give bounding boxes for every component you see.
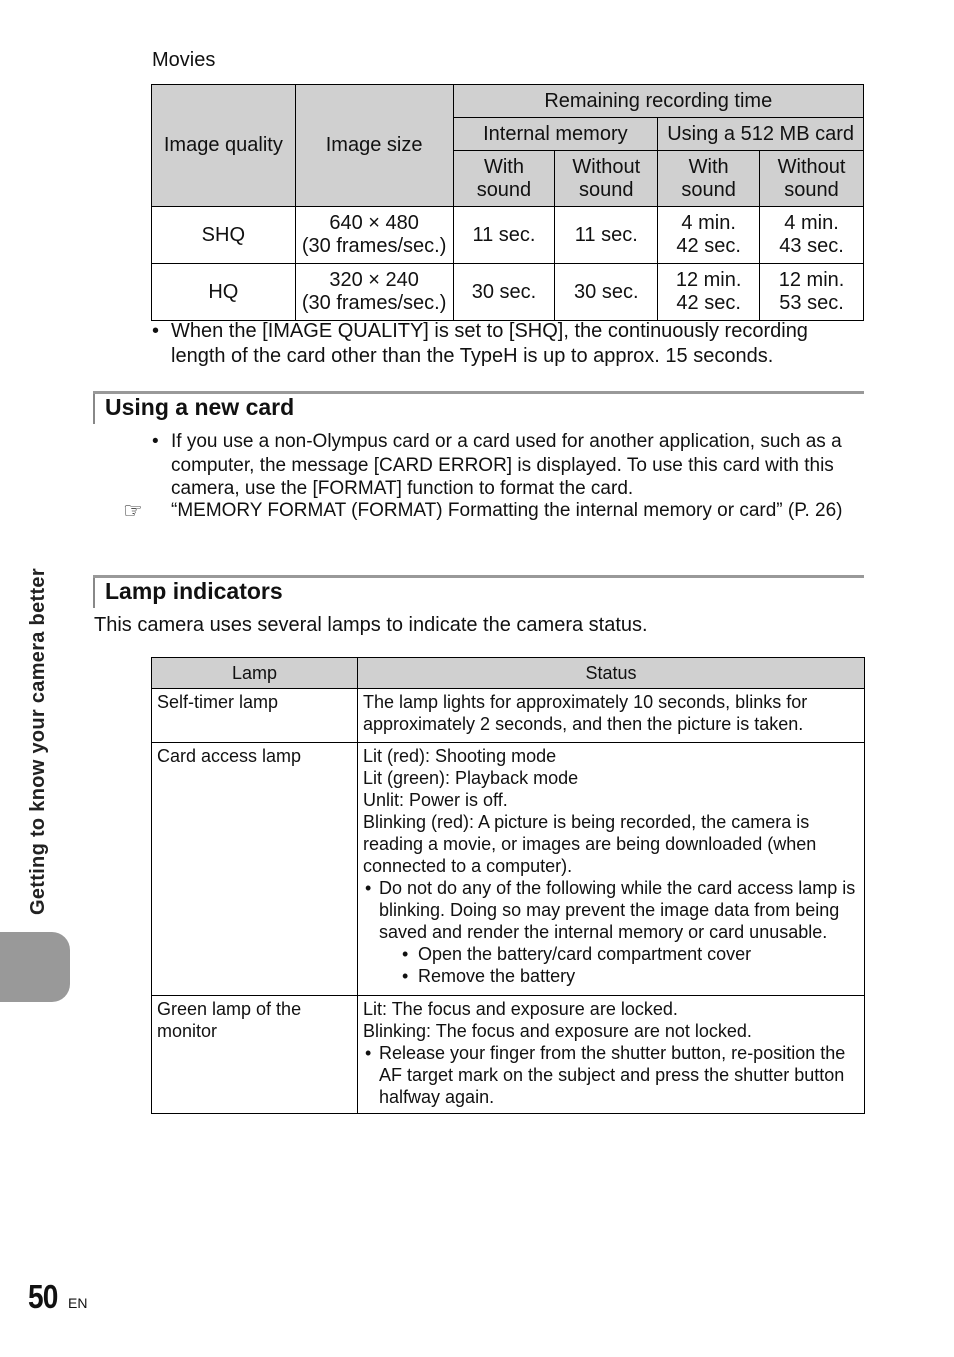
table-row — [152, 264, 864, 321]
header-internal-memory: Internal memory — [453, 118, 658, 151]
new-card-bullet-text: If you use a non-Olympus card or a card used for another application, such as a computer, the message [CARD ERROR] is displayed. To use this card with this camera, use the [FORMAT] function to format the card. — [171, 431, 842, 499]
bullet-dot: • — [365, 878, 372, 898]
section-bar — [93, 578, 95, 608]
lamp-status — [358, 743, 865, 996]
lamp-table — [151, 657, 865, 1114]
bullet-dot: • — [402, 966, 409, 986]
cell-int-with: 30 sec. — [453, 264, 555, 321]
movies-table — [151, 84, 864, 321]
table-row — [152, 996, 865, 1114]
page-reference — [123, 499, 864, 522]
bullet-dot: • — [152, 431, 159, 452]
header-card-with-sound: With sound — [658, 151, 760, 207]
reference-link[interactable]: “MEMORY FORMAT (FORMAT) Formatting the internal memory or card” (P. 26) — [171, 500, 843, 521]
header-status: Status — [358, 658, 865, 689]
movies-note-text: When the [IMAGE QUALITY] is set to [SHQ], the continuously recording length of the card other than the TypeH is up to approx. 15 seconds. — [171, 320, 808, 367]
lamp-name: Green lamp of the monitor — [152, 996, 358, 1114]
cell-card-with: 12 min. 42 sec. — [658, 264, 760, 321]
status-sub-bullet: • Open the battery/card compartment cover — [402, 944, 752, 964]
lamp-status: The lamp lights for approximately 10 seconds, blinks for approximately 2 seconds, and then the picture is taken. — [358, 689, 865, 743]
status-line: Blinking (red): A picture is being recorded, the camera is reading a movie, or images are being downloaded (when connected to a computer). — [363, 812, 817, 876]
status-line: Lit (green): Playback mode — [363, 768, 579, 788]
pointing-hand-icon: ☞ — [123, 498, 143, 523]
page-number: 50 — [28, 1278, 58, 1315]
movies-note — [152, 319, 864, 369]
side-tab-title: Getting to know your camera better — [27, 568, 49, 915]
status-sub-bullet: • Remove the battery — [402, 966, 576, 986]
cell-card-without: 12 min. 53 sec. — [760, 264, 864, 321]
status-line: Lit: The focus and exposure are locked. — [363, 999, 678, 1019]
section-bar — [93, 394, 95, 424]
status-bullet: • Release your finger from the shutter button, re-position the AF target mark on the subject and press the shutter button halfway again. — [365, 1043, 846, 1107]
cell-quality: HQ — [152, 264, 296, 321]
cell-size: 320 × 240 (30 frames/sec.) — [295, 264, 453, 321]
movies-label: Movies — [152, 49, 216, 71]
cell-int-with: 11 sec. — [453, 207, 555, 264]
section-title-lamp-indicators: Lamp indicators — [105, 578, 283, 604]
header-int-without-sound: Without sound — [555, 151, 658, 207]
header-image-quality: Image quality — [152, 85, 296, 207]
new-card-body — [152, 430, 864, 501]
header-512mb-card: Using a 512 MB card — [658, 118, 864, 151]
bullet-dot: • — [152, 320, 160, 342]
header-int-with-sound: With sound — [453, 151, 555, 207]
cell-int-without: 11 sec. — [555, 207, 658, 264]
bullet-dot: • — [365, 1043, 372, 1063]
cell-card-without: 4 min. 43 sec. — [760, 207, 864, 264]
table-row — [152, 207, 864, 264]
status-line: Lit (red): Shooting mode — [363, 746, 557, 766]
table-row — [152, 689, 865, 743]
lamp-status — [358, 996, 865, 1114]
cell-card-with: 4 min. 42 sec. — [658, 207, 760, 264]
page-language: EN — [68, 1295, 88, 1311]
lamp-intro-text: This camera uses several lamps to indicate the camera status. — [94, 614, 648, 636]
cell-size: 640 × 480 (30 frames/sec.) — [295, 207, 453, 264]
status-line: Unlit: Power is off. — [363, 790, 508, 810]
side-tab-marker — [0, 932, 70, 1002]
table-row — [152, 743, 865, 996]
cell-int-without: 30 sec. — [555, 264, 658, 321]
status-bullet: • Do not do any of the following while the card access lamp is blinking. Doing so may prevent the image data from being saved and render the internal memory or card unusable. — [365, 878, 856, 942]
header-card-without-sound: Without sound — [760, 151, 864, 207]
header-image-size: Image size — [295, 85, 453, 207]
lamp-name: Card access lamp — [152, 743, 358, 996]
header-remaining-time: Remaining recording time — [453, 85, 863, 118]
status-line: Blinking: The focus and exposure are not locked. — [363, 1021, 752, 1041]
bullet-dot: • — [402, 944, 409, 964]
cell-quality: SHQ — [152, 207, 296, 264]
header-lamp: Lamp — [152, 658, 358, 689]
lamp-name: Self-timer lamp — [152, 689, 358, 743]
section-title-new-card: Using a new card — [105, 394, 295, 420]
